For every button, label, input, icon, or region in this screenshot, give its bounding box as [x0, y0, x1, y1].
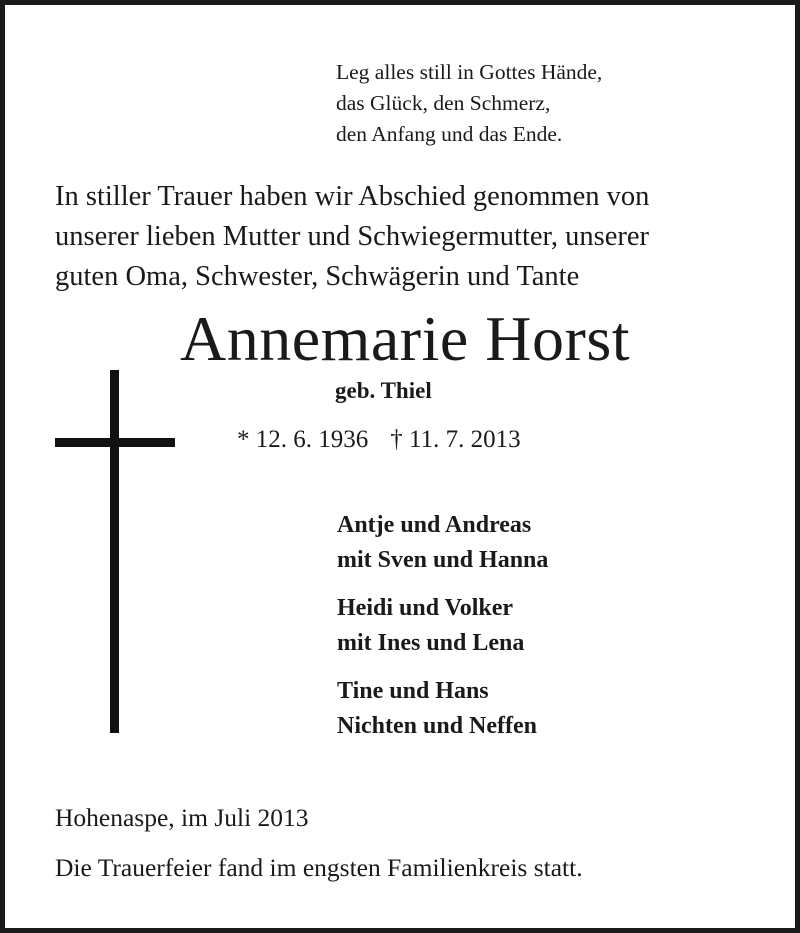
- mourner-line: mit Ines und Lena: [337, 630, 525, 656]
- mourner-line: mit Sven und Hanna: [337, 547, 549, 573]
- intro-text: [55, 177, 775, 297]
- life-dates: [237, 423, 521, 457]
- maiden-name: geb. Thiel: [335, 378, 432, 403]
- mourner-group: [337, 508, 548, 578]
- cross-icon-crossbar: [55, 438, 175, 447]
- intro-line: guten Oma, Schwester, Schwägerin und Tante: [55, 261, 580, 292]
- poem-line: Leg alles still in Gottes Hände,: [336, 60, 603, 84]
- ceremony-note: Die Trauerfeier fand im engsten Familienkreis statt.: [55, 853, 583, 882]
- mourner-line: Tine und Hans: [337, 678, 489, 704]
- poem-verse: [336, 57, 756, 150]
- mourners-list: [337, 508, 548, 757]
- mourner-group: [337, 674, 548, 744]
- place-date: Hohenaspe, im Juli 2013: [55, 803, 309, 832]
- poem-line: das Glück, den Schmerz,: [336, 91, 551, 115]
- mourner-line: Heidi und Volker: [337, 595, 514, 621]
- mourner-line: Nichten und Neffen: [337, 713, 538, 739]
- birth-date: * 12. 6. 1936: [237, 426, 369, 453]
- cross-icon: [110, 370, 119, 733]
- intro-line: In stiller Trauer haben wir Abschied genommen von: [55, 181, 650, 212]
- mourner-line: Antje und Andreas: [337, 512, 532, 538]
- intro-line: unserer lieben Mutter und Schwiegermutter, unserer: [55, 221, 649, 252]
- deceased-name: Annemarie Horst: [179, 303, 631, 374]
- mourner-group: [337, 591, 548, 661]
- poem-line: den Anfang und das Ende.: [336, 122, 563, 146]
- death-date: † 11. 7. 2013: [390, 426, 521, 453]
